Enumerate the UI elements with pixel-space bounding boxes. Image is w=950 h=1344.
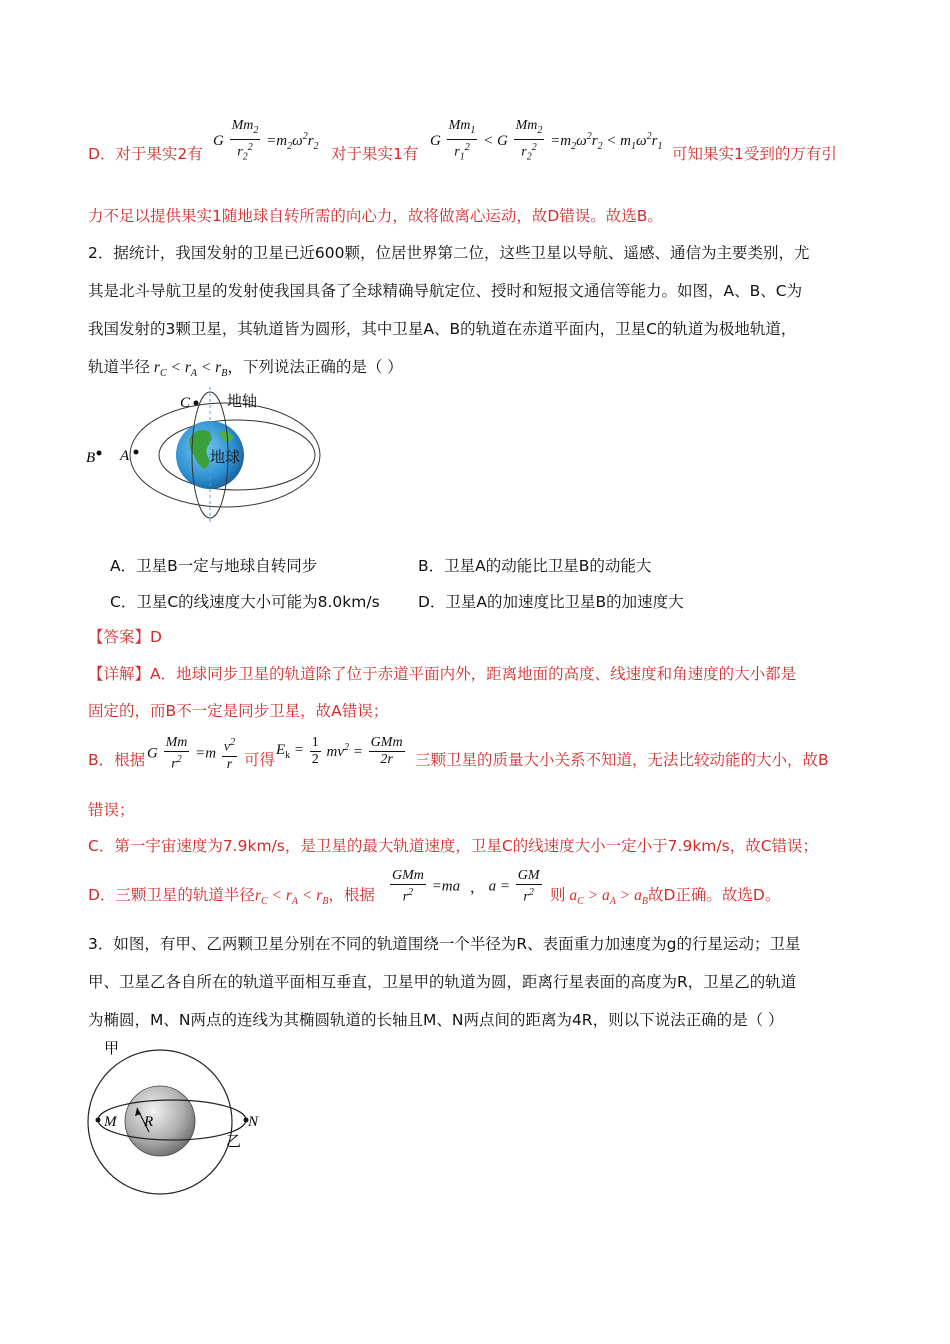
q2-option-a: A．卫星B一定与地球自转同步 <box>110 557 318 575</box>
satellite-c-dot <box>194 401 199 406</box>
point-m-dot <box>96 1118 101 1123</box>
label-b: B <box>86 450 96 466</box>
q2-line2: 其是北斗导航卫星的发射使我国具备了全球精确导航定位、授时和短报文通信等能力。如图，A、B、C为 <box>88 282 803 300</box>
q2-line4 <box>88 357 403 384</box>
q2-b-prefix: B．根据 <box>88 751 146 769</box>
q2-d-tail <box>550 885 780 912</box>
q2-d-suffix: 故D正确。故选D。 <box>647 886 781 904</box>
satellite-b-dot <box>97 451 102 456</box>
satellite-a-dot <box>134 450 139 455</box>
q2-d-mid2: 则 <box>550 886 566 904</box>
label-c: C <box>180 395 191 411</box>
formula-fruit2: G $\frac{Mm_2}{r_2^2}$ $=m_2\omega^2r_2$ <box>213 118 319 163</box>
q2-d-mid1: ，根据 <box>328 886 375 904</box>
q3-orbit-figure <box>82 1040 272 1200</box>
d-line2: 力不足以提供果实1随地球自转所需的向心力，故将做离心运动，故D错误。故选B。 <box>88 207 663 225</box>
formula-fruit1: G $\frac{Mm_1}{r_1^2}$ < G $\frac{Mm_2}{r_2^2}$ $=m_2\omega^2r_2 < m_1\omega^2r_1$ <box>430 118 663 163</box>
q2-c-line: C．第一宇宙速度为7.9km/s，是卫星的最大轨道速度，卫星C的线速度大小一定小于7.9km/s，故C错误； <box>88 837 819 855</box>
q2-radius-relation: $r_C < r_A < r_B$ <box>150 359 228 380</box>
q2-answer: 【答案】D <box>88 628 162 646</box>
q2-radius-prefix: 轨道半径 <box>88 358 151 376</box>
q2-b-mid: 可得 <box>244 751 276 769</box>
q2-option-c: C．卫星C的线速度大小可能为8.0km/s <box>110 593 380 611</box>
q2-b-line2: 错误； <box>88 801 135 819</box>
label-m: M <box>104 1114 117 1130</box>
label-yi: 乙 <box>226 1134 242 1150</box>
q2-line1: 2．据统计，我国发射的卫星已近600颗，位居世界第二位，这些卫星以导航、遥感、通信为主要类别，尤 <box>88 244 810 262</box>
q2-radius-suffix: ，下列说法正确的是（ ） <box>227 358 403 376</box>
label-r: R <box>144 1114 154 1130</box>
q2-option-b: B．卫星A的动能比卫星B的动能大 <box>418 557 652 575</box>
formula-b-gravity: G $\frac{Mm}{r^2}$ =m $\frac{v^2}{r}$ <box>147 735 236 772</box>
q2-option-d: D．卫星A的加速度比卫星B的加速度大 <box>418 593 684 611</box>
label-a: A <box>120 448 130 464</box>
q2-d-relation1: $r_C < r_A < r_B$ <box>254 887 329 908</box>
label-earth: 地球 <box>210 450 241 466</box>
d-label-conclusion: 可知果实1受到的万有引 <box>672 145 837 163</box>
q2-detail-line2: 固定的，而B不一定是同步卫星，故A错误； <box>88 702 389 720</box>
q3-line2: 甲、卫星乙各自所在的轨道平面相互垂直，卫星甲的轨道为圆，距离行星表面的高度为R，卫星乙的轨道 <box>88 973 797 991</box>
q2-d-line <box>88 885 375 912</box>
label-earth-axis: 地轴 <box>227 394 258 410</box>
q2-d-relation2: $a_C > a_A > a_B$ <box>565 887 648 908</box>
label-n: N <box>248 1114 259 1130</box>
q2-d-prefix: D．三颗卫星的轨道半径 <box>88 886 255 904</box>
label-jia: 甲 <box>104 1041 120 1057</box>
q3-line3: 为椭圆，M、N两点的连线为其椭圆轨道的长轴且M、N两点间的距离为4R，则以下说法正确的是（ ） <box>88 1011 784 1029</box>
q2-line3: 我国发射的3颗卫星，其轨道皆为圆形，其中卫星A、B的轨道在赤道平面内，卫星C的轨道为极地轨道， <box>88 320 797 338</box>
q2-b-suffix: 三颗卫星的质量大小关系不知道，无法比较动能的大小，故B <box>415 751 829 769</box>
d-label-fruit1: 对于果实1有 <box>331 145 419 163</box>
planet-sphere <box>125 1086 195 1156</box>
q2-detail-line1: 【详解】A．地球同步卫星的轨道除了位于赤道平面内外，距离地面的高度、线速度和角速度的大小都是 <box>88 665 797 683</box>
formula-b-energy: $E_k$ = $\frac{1}{2}$ $mv^2$ = $\frac{\text{GMm}}{2r}$ <box>276 735 403 767</box>
q2-orbit-figure <box>80 385 325 525</box>
q3-line1: 3．如图，有甲、乙两颗卫星分别在不同的轨道围绕一个半径为R、表面重力加速度为g的行星运动；卫星 <box>88 935 801 953</box>
d-label-fruit2: D．对于果实2有 <box>88 145 203 163</box>
formula-d-accel: $\frac{\text{GMm}}{r^2}$ =ma ， a = $\frac{GM}{r^2}$ <box>392 868 540 905</box>
